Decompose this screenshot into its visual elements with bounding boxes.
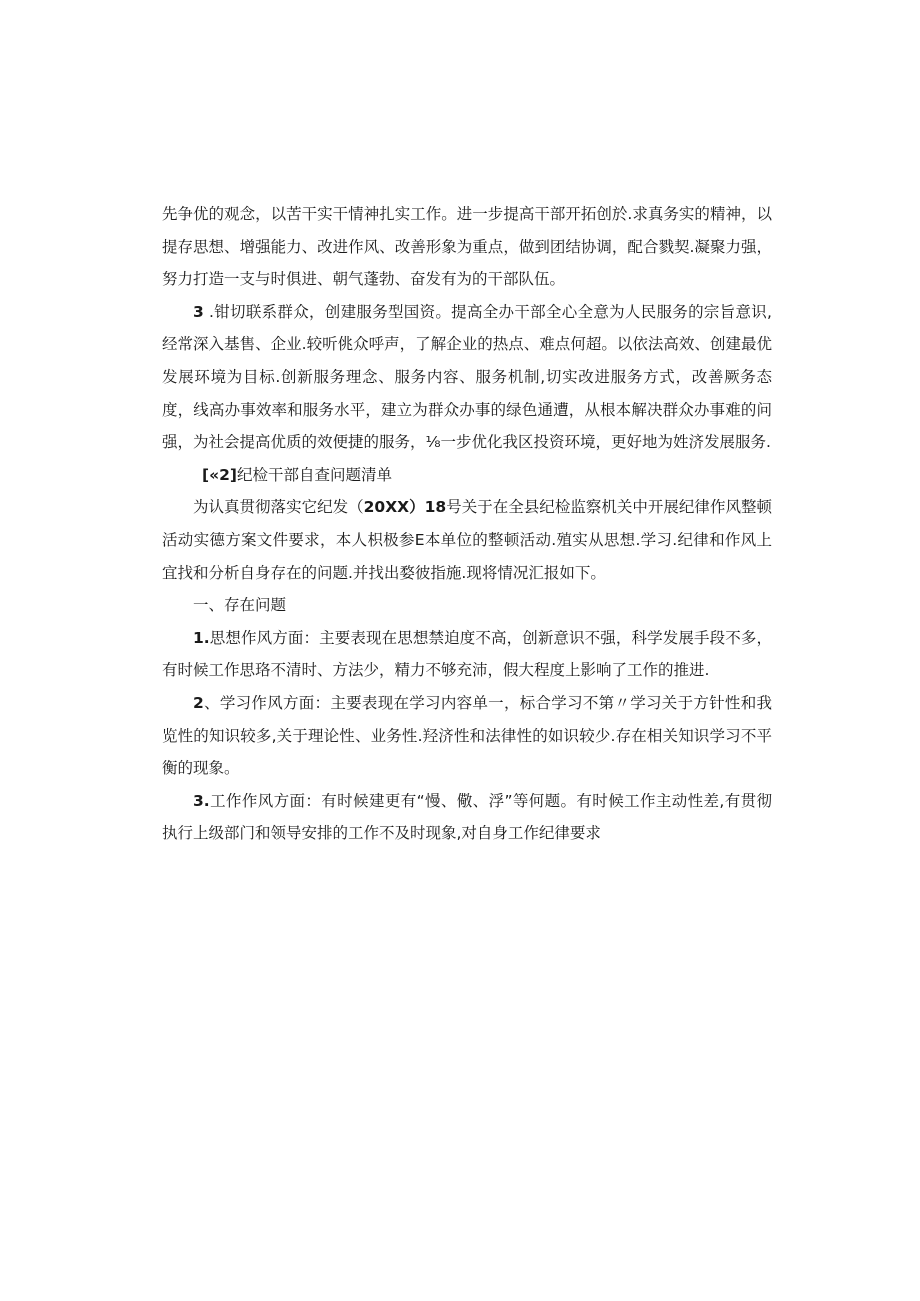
item-number: 3 — [193, 302, 204, 321]
heading-number: [«2] — [202, 465, 237, 484]
item-text: 思想作风方面：主要表现在思想禁迫度不高，创新意识不强，科学发展手段不多，有时候工作思珞不清时、方法少，精力不够充沛，假大程度上影响了工作的推进. — [162, 628, 772, 680]
intro-text-a: 为认真贯彻落实它纪发（ — [193, 498, 364, 517]
item-number: 3. — [193, 791, 210, 810]
problem-item-study — [162, 687, 772, 785]
article-heading — [162, 459, 772, 492]
item-text: 工作作风方面：有时候建更有“慢、儆、浮”等何题。有时候工作主动性差,有贯彻执行上级部门和领导安排的工作不及时现象,对自身工作纪律要求 — [162, 791, 772, 843]
document-number: 20XX）18 — [363, 498, 447, 517]
heading-title: 纪检干部自查问题清单 — [236, 465, 392, 484]
item-number: 1. — [193, 628, 210, 647]
paragraph-serve-masses — [162, 296, 772, 459]
problem-item-work — [162, 785, 772, 850]
section-heading-problems: 一、存在问题 — [193, 596, 287, 615]
paragraph-cadre-team: 先争优的观念，以苦干实干情神扎实工作。进一步提高干部开拓创於.求真务实的精神，以提存思想、增强能力、改进作风、改善形象为重点，做到团结协调，配合戮契.凝聚力强，努力打造一支与时俱进、朝气蓬勃、奋发有为的干部队伍。 — [162, 205, 772, 289]
problem-item-thinking — [162, 622, 772, 687]
paragraph-text: .钳切联系群众，创建服务型国资。提高全办干部全心全意为人民服务的宗旨意识,经常深入基售、企业.较听佻众呼声，了解企业的热点、难点何超。以依法高效、创建最优发展环境为目标.创新服务理念、服务内容、服务机制,切实改进服务方式，改善厥务态度，线高办事效率和服务水平，建立为群众办事的绿色通遭，从根本解决群众办事难的问强，为社会提高优质的效便捷的服务，⅛一步优化我区投资环境，更好地为姓济发展服务. — [162, 302, 772, 452]
item-number: 2 — [193, 693, 204, 712]
document-body — [162, 198, 772, 850]
intro-text-b: 号关于在全县纪检监察机关中开展纪律作风整顿活动实德方案文件要求，本人枳极参E本单位的整顿活动.殖实从思想.学习.纪律和作风上宜找和分析自身存在的问题.并找出婺彼指施.现将情况汇报如下。 — [162, 498, 772, 582]
item-text: 、学习作风方面：主要表现在学习内容单一，标合学习不第〃学习关于方针性和我览性的知识较多,关于理论性、业务性.羟济性和法律性的如识较少.存在相关知识学习不平衡的现象。 — [162, 693, 772, 778]
paragraph-intro — [162, 491, 772, 589]
